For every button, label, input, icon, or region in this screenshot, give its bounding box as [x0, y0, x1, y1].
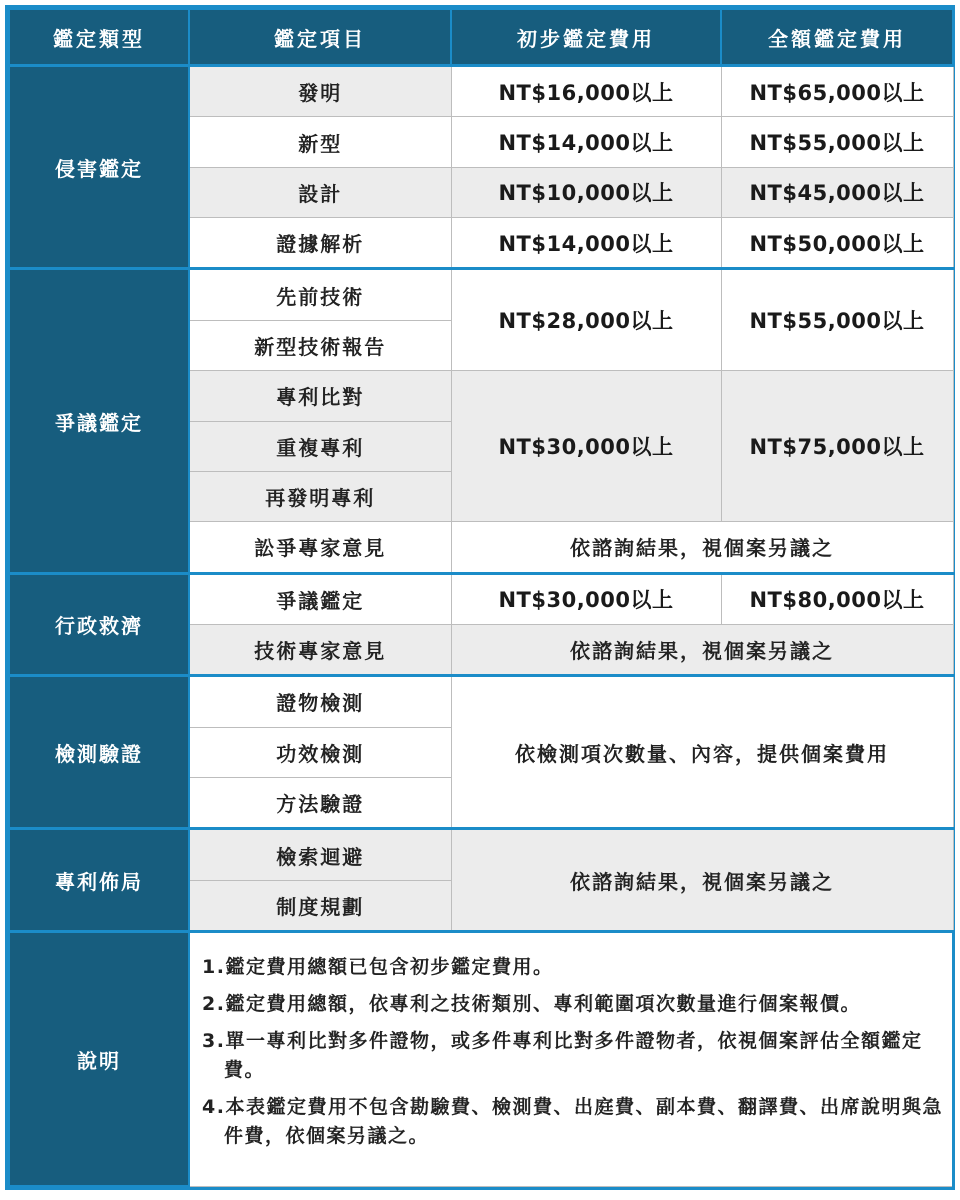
consult-note-cell: 依諮詢結果，視個案另議之	[451, 522, 953, 573]
full-fee-cell: NT$80,000以上	[721, 573, 953, 624]
notes-row	[9, 932, 953, 1186]
header-row	[9, 9, 953, 66]
item-cell: 證據解析	[189, 218, 451, 269]
item-cell: 新型技術報告	[189, 320, 451, 370]
table-row	[9, 829, 953, 880]
full-fee-cell: NT$50,000以上	[721, 218, 953, 269]
category-dispute: 爭議鑑定	[9, 269, 189, 573]
item-cell: 新型	[189, 117, 451, 167]
header-initial-fee: 初步鑑定費用	[451, 9, 721, 66]
initial-fee-cell: NT$28,000以上	[451, 269, 721, 371]
full-fee-cell: NT$55,000以上	[721, 269, 953, 371]
full-fee-cell: NT$45,000以上	[721, 167, 953, 217]
item-cell: 證物檢測	[189, 676, 451, 727]
item-cell: 重複專利	[189, 421, 451, 471]
category-patent-layout: 專利佈局	[9, 829, 189, 932]
category-administrative-relief: 行政救濟	[9, 573, 189, 676]
item-cell: 方法驗證	[189, 778, 451, 829]
header-full-fee: 全額鑑定費用	[721, 9, 953, 66]
initial-fee-cell: NT$30,000以上	[451, 573, 721, 624]
full-fee-cell: NT$65,000以上	[721, 66, 953, 117]
notes-cell	[189, 932, 953, 1186]
item-cell: 專利比對	[189, 371, 451, 421]
note-item: 2.鑑定費用總額，依專利之技術類別、專利範圍項次數量進行個案報價。	[202, 993, 861, 1016]
table-row	[9, 269, 953, 320]
initial-fee-cell: NT$14,000以上	[451, 218, 721, 269]
item-cell: 設計	[189, 167, 451, 217]
initial-fee-cell: NT$30,000以上	[451, 371, 721, 522]
initial-fee-cell: NT$16,000以上	[451, 66, 721, 117]
table-row	[9, 676, 953, 727]
header-appraisal-type: 鑑定類型	[9, 9, 189, 66]
fee-table-frame	[5, 5, 955, 1190]
consult-note-cell: 依諮詢結果，視個案另議之	[451, 829, 953, 932]
note-item: 4.本表鑑定費用不包含勘驗費、檢測費、出庭費、副本費、翻譯費、出席說明與急件費，依個案另議之。	[202, 1096, 943, 1148]
category-infringement: 侵害鑑定	[9, 66, 189, 269]
item-cell: 檢索迴避	[189, 829, 451, 880]
item-cell: 技術專家意見	[189, 624, 451, 675]
consult-note-cell: 依諮詢結果，視個案另議之	[451, 624, 953, 675]
item-cell: 功效檢測	[189, 727, 451, 777]
note-item: 1.鑑定費用總額已包含初步鑑定費用。	[202, 956, 554, 979]
item-cell: 爭議鑑定	[189, 573, 451, 624]
appraisal-fee-table	[8, 8, 954, 1187]
table-row	[9, 573, 953, 624]
item-cell: 訟爭專家意見	[189, 522, 451, 573]
note-item: 3.單一專利比對多件證物，或多件專利比對多件證物者，依視個案評估全額鑑定費。	[202, 1030, 923, 1082]
item-cell: 先前技術	[189, 269, 451, 320]
table-row	[9, 66, 953, 117]
item-cell: 發明	[189, 66, 451, 117]
category-notes: 說明	[9, 932, 189, 1186]
header-appraisal-item: 鑑定項目	[189, 9, 451, 66]
item-cell: 再發明專利	[189, 471, 451, 521]
initial-fee-cell: NT$10,000以上	[451, 167, 721, 217]
full-fee-cell: NT$75,000以上	[721, 371, 953, 522]
item-cell: 制度規劃	[189, 880, 451, 931]
full-fee-cell: NT$55,000以上	[721, 117, 953, 167]
category-testing-verification: 檢測驗證	[9, 676, 189, 829]
initial-fee-cell: NT$14,000以上	[451, 117, 721, 167]
testing-note-cell: 依檢測項次數量、內容，提供個案費用	[451, 676, 953, 829]
